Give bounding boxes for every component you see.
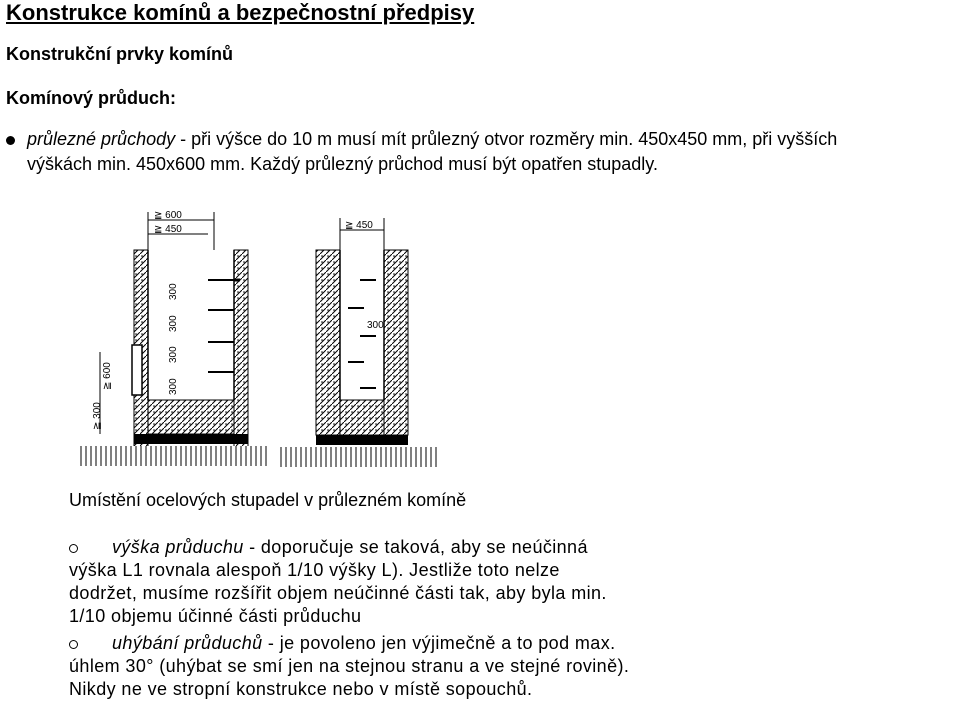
bullet-line-2: výškách min. 450x600 mm. Každý průlezný průchod musí být opatřen stupadly. xyxy=(27,154,658,174)
bullet-item-uhybani xyxy=(69,632,691,701)
bullet-line-1 xyxy=(27,127,958,152)
bullet-text: - doporučuje se taková, aby se neúčinná xyxy=(243,537,588,557)
bullet-term: průlezné průchody xyxy=(27,129,176,149)
right-chimney-drawing xyxy=(280,218,440,467)
spacing-label-3: 300 xyxy=(168,346,179,363)
bullet-term: uhýbání průduchů xyxy=(112,633,263,653)
bullet-text: - při výšce do 10 m musí mít průlezný otvor rozměry min. 450x450 mm, při vyšších xyxy=(175,129,838,149)
spacing-label-2: 300 xyxy=(168,315,179,332)
section-heading: Konstrukční prvky komínů xyxy=(6,44,234,64)
spacing-label-1: 300 xyxy=(168,283,179,300)
left-width-outer-label: ≧ 600 xyxy=(154,210,182,221)
page-title: Konstrukce komínů a bezpečnostní předpisy xyxy=(6,0,475,25)
bullet-item-pruchody xyxy=(6,127,958,174)
bullet-icon xyxy=(6,136,15,145)
bullet-line-4: 1/10 objemu účinné části průduchu xyxy=(69,606,362,626)
bullet-text: - je povoleno jen výjimečně a to pod max. xyxy=(262,633,616,653)
right-width-label: ≧ 450 xyxy=(345,220,373,231)
bullet-icon xyxy=(69,640,78,649)
chimney-diagram xyxy=(80,200,940,470)
figure-caption: Umístění ocelových stupadel v průlezném komíně xyxy=(69,490,467,510)
bullet-item-vyska xyxy=(69,536,691,628)
subsection-heading: Komínový průduch: xyxy=(6,88,176,108)
bullet-line-3: dodržet, musíme rozšířit objem neúčinné části tak, aby byla min. xyxy=(69,583,607,603)
bullet-icon xyxy=(69,544,78,553)
bullet-line-1 xyxy=(112,632,691,655)
bullet-line-2: úhlem 30° (uhýbat se smí jen na stejnou stranu a ve stejné rovině). xyxy=(69,656,630,676)
side-height-label: ≧ 600 xyxy=(102,362,113,390)
left-chimney-drawing xyxy=(80,210,270,466)
bullet-line-1 xyxy=(112,536,691,559)
bullet-line-3: Nikdy ne ve stropní konstrukce nebo v místě sopouchů. xyxy=(69,679,533,699)
spacing-label-4: 300 xyxy=(168,378,179,395)
right-spacing-label: 300 xyxy=(367,320,384,331)
left-width-inner-label: ≧ 450 xyxy=(154,224,182,235)
bullet-line-2: výška L1 rovnala alespoň 1/10 výšky L). Jestliže toto nelze xyxy=(69,560,560,580)
side-base-label: ≧ 300 xyxy=(92,402,103,430)
bullet-term: výška průduchu xyxy=(112,537,244,557)
